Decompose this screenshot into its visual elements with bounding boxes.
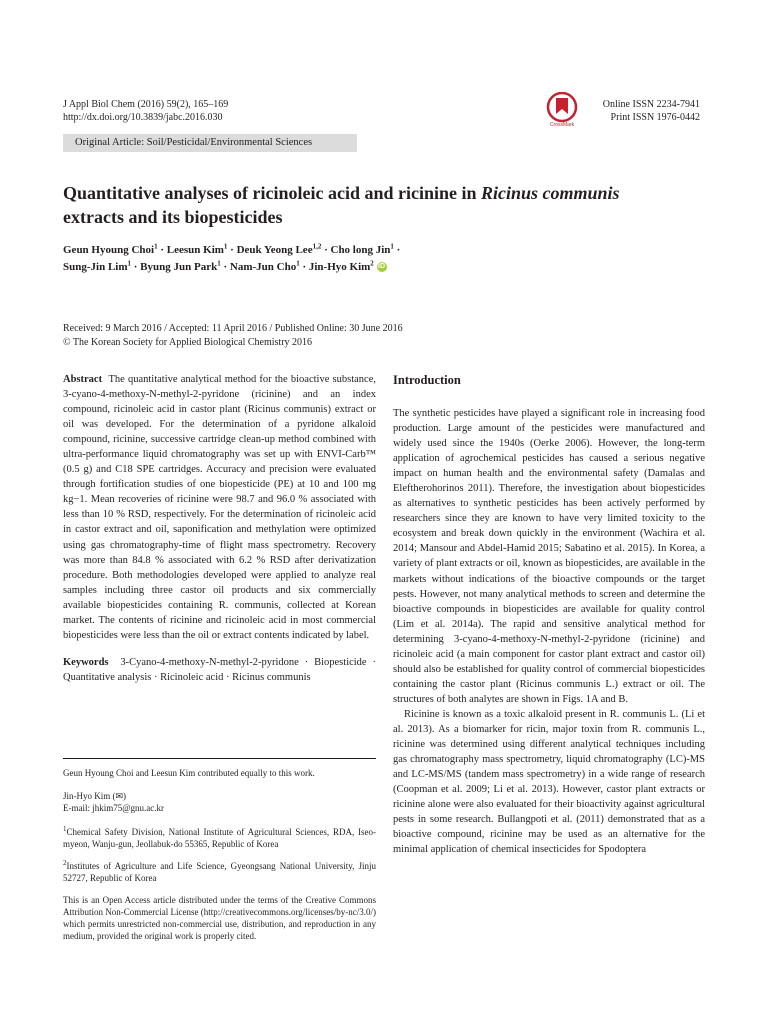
- affiliation-1: [63, 826, 376, 850]
- history-dates: Received: 9 March 2016 / Accepted: 11 April 2016 / Published Online: 30 June 2016: [63, 323, 403, 334]
- author-name: Geun Hyoung Choi: [63, 244, 155, 256]
- copyright-line: © The Korean Society for Applied Biological Chemistry 2016: [63, 337, 313, 348]
- author-list: Geun Hyoung Choi$^1$ · Leesun Kim$^1$ · Deuk Yeong Lee$^{1,2}$ · Cho long Jin$^1$ · Sung-Jin Lim$^1$ · Byung Jun Park$^1$ · Nam-Jun Cho$^1$ · Jin-Hyo Kim$^2$ iD: [63, 242, 401, 273]
- author-affiliation: 1: [223, 242, 228, 251]
- introduction-column: [393, 372, 705, 857]
- journal-reference: J Appl Biol Chem (2016) 59(2), 165–169: [63, 99, 229, 110]
- author-name: Byung Jun Park: [140, 261, 218, 273]
- author-affiliation: 1: [217, 259, 221, 268]
- affiliation-2-text: Institutes of Agriculture and Life Science, Gyeongsang National University, Jinju 52727, Republic of Korea: [63, 861, 376, 883]
- title-main: Quantitative analyses of ricinoleic acid and ricinine in: [63, 183, 481, 203]
- keywords: [63, 655, 376, 685]
- author-name: Deuk Yeong Lee: [236, 244, 313, 256]
- corresponding-author: [63, 790, 376, 814]
- abstract-label: Abstract: [63, 374, 103, 385]
- doi-link[interactable]: http://dx.doi.org/10.3839/jabc.2016.030: [63, 112, 223, 123]
- author-name: Cho long Jin: [330, 244, 391, 256]
- title-italic: Ricinus communis: [481, 183, 620, 203]
- abstract: [63, 372, 376, 643]
- affiliation-marker: 1: [63, 825, 67, 833]
- affiliation-2: [63, 860, 376, 884]
- affiliation-marker: 2: [63, 859, 67, 867]
- article-title: [63, 181, 713, 229]
- introduction-heading: Introduction: [393, 373, 461, 387]
- affiliation-1-text: Chemical Safety Division, National Institute of Agricultural Sciences, RDA, Iseo-myeon, Wanju-gun, Jeollabuk-do 55365, Republic of Korea: [63, 827, 376, 849]
- author-affiliation: 1: [127, 259, 131, 268]
- orcid-icon[interactable]: iD: [378, 263, 386, 271]
- keywords-label: Keywords: [63, 656, 109, 668]
- title-line2: extracts and its biopesticides: [63, 207, 283, 227]
- publication-dates: [63, 322, 713, 350]
- corresponding-name: Jin-Hyo Kim (✉): [63, 791, 127, 801]
- author-name: Nam-Jun Cho: [229, 261, 297, 273]
- author-name: Jin-Hyo Kim: [308, 261, 371, 273]
- issn-block: [603, 98, 700, 124]
- introduction-paragraph-1: The synthetic pesticides have played a significant role in increasing food production. Large amount of the pesticides were manufactured and widely used since the 1940s (Oerke 2006). However, the long-term application of agrochemical pesticides has caused a serious negative impact on human health and the environmental safety (Damalas and Eleftherohorinos 2011). Therefore, the investigation about biopesticides as alternatives to synthetic pesticides has been actively performed by researchers since they are known to have very limited toxicity to the ecosystem and break down quickly in the environment (Wachira et al. 2014; Mansour and Abdel-Hamid 2015; Sabatino et al. 2015). In Korea, a variety of plant extracts or oil, known as biopesticides, are available in the markets without indications of the bioactive compounds or the target pests. However, not many analytical methods to screen and determine the bioactive compounds in biopesticides are available for quality control (Lim et al. 2014a). The rapid and sensitive analytical method for determining 3-cyano-4-methoxy-N-methyl-2-pyridone (ricinine) and ricinoleic acid (a main component for castor plant extract and castor oil) should also be established for quality control of commercial biopesticides containing the castor plant (Ricinus communis L.) extract or oil. The structures of both analytes are shown in Figs. 1A and B.: [393, 408, 705, 705]
- author-name: Leesun Kim: [166, 244, 224, 256]
- author-affiliation: 1: [154, 242, 158, 251]
- crossmark-label: CrossMark: [549, 122, 575, 128]
- abstract-text: The quantitative analytical method for the bioactive substance, 3-cyano-4-methoxy-N-methyl-2-pyridone (ricinine) and an index compound, ricinoleic acid in castor plant (Ricinus communis) extract or oil was developed. For the determination of a pyridone alkaloid compound, ricinine, successive cartridge clean-up method combined with ultra-performance liquid chromatography was set up with ENVI-Carb™ (0.5 g) and C18 SPE cartridges. Accuracy and precision were evaluated through fortification studies of one biopesticide (PE) at 10 and 100 mg kg−1. Mean recoveries of ricinine were 98.7 and 96.0 % associated with less than 10 % RSD, respectively. For the determination of ricinoleic acid in castor extract and oil, saponification and methylation were optimized using gas chromatography-time of flight mass spectrometry. Recovery was more than 84.8 % associated with 6.2 % RSD after derivatization procedure. Both methodologies developed were applied to analyze real samples including three castor oil products and six commercially available biopesticides containing R. communis, collected at Korean market. The contents of ricinine and ricinoleic acid in most commercial biopesticides were less than the oil or extract contents indicated by label.: [63, 374, 377, 641]
- article-type-label: Original Article: Soil/Pesticidal/Environmental Sciences: [75, 137, 313, 148]
- corresponding-email[interactable]: E-mail: jhkim75@gnu.ac.kr: [63, 803, 165, 813]
- journal-citation: [63, 98, 228, 124]
- author-affiliation: 1,2: [312, 242, 322, 251]
- abstract-column: [63, 372, 376, 685]
- issn-online: Online ISSN 2234-7941: [602, 99, 700, 110]
- keywords-text: 3-Cyano-4-methoxy-N-methyl-2-pyridone · Biopesticide · Quantitative analysis · Ricinoleic acid · Ricinus communis: [63, 656, 377, 683]
- author-affiliation: 2: [370, 259, 374, 268]
- license-note: This is an Open Access article distributed under the terms of the Creative Commons Attribution Non-Commercial License (http://creativecommons.org/licenses/by-nc/3.0/) which permits unrestricted non-commercial use, distribution, and reproduction in any medium, provided the original work is properly cited.: [63, 895, 377, 941]
- footnote-divider: [63, 758, 376, 759]
- introduction-paragraph-2: Ricinine is known as a toxic alkaloid present in R. communis L. (Li et al. 2013). As a biomarker for ricin, major toxin from R. communis L., ricinine was determined using different analytical techniques including gas chromatography mass spectrometry, liquid chromatography (LC)-MS and LC-MS/MS (tandem mass spectrometry) in a wide range of research (Coopman et al. 2009; Li et al. 2013). However, castor plant extracts or ricinine alone were also evaluated for their bioactivity against agricultural pests in some research. Bullangpoti et al. (2011) demonstrated that as a bioactive compound, ricinine may be used as an alternative for the minimal application of chemical insecticides for Spodoptera: [393, 708, 705, 856]
- equal-contribution-note: Geun Hyoung Choi and Leesun Kim contributed equally to this work.: [63, 768, 315, 778]
- author-name: Sung-Jin Lim: [63, 261, 128, 273]
- issn-print: Print ISSN 1976-0442: [610, 112, 700, 123]
- author-affiliation: 1: [296, 259, 300, 268]
- author-affiliation: 1: [390, 242, 394, 251]
